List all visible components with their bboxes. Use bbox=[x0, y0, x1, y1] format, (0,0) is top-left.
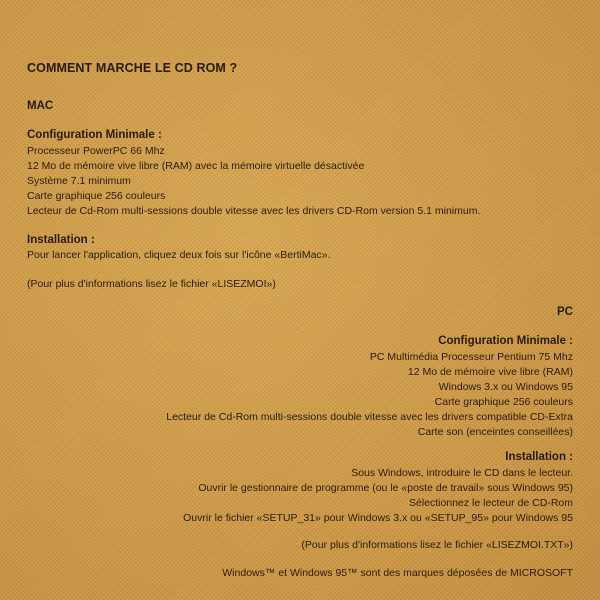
pc-config-line: 12 Mo de mémoire vive libre (RAM) bbox=[407, 366, 573, 378]
pc-config-line: Windows 3.x ou Windows 95 bbox=[438, 381, 573, 393]
pc-install-title: Installation : bbox=[505, 451, 573, 463]
mac-heading: MAC bbox=[27, 100, 54, 112]
mac-config-title: Configuration Minimale : bbox=[27, 129, 162, 141]
pc-config-line: PC Multimédia Processeur Pentium 75 Mhz bbox=[369, 351, 573, 363]
mac-config-line: Système 7.1 minimum bbox=[27, 175, 131, 187]
pc-install-line: Sélectionnez le lecteur de CD-Rom bbox=[409, 497, 573, 509]
mac-config-line: Processeur PowerPC 66 Mhz bbox=[27, 145, 165, 157]
mac-config-line: 12 Mo de mémoire vive libre (RAM) avec la mémoire virtuelle désactivée bbox=[27, 160, 365, 172]
pc-heading: PC bbox=[557, 306, 573, 318]
pc-config-line: Lecteur de Cd-Rom multi-sessions double vitesse avec les drivers compatible CD-Extra bbox=[166, 411, 573, 423]
pc-config-line: Carte graphique 256 couleurs bbox=[434, 396, 573, 408]
mac-install-line: Pour lancer l'application, cliquez deux fois sur l'icône «BertiMac». bbox=[27, 249, 331, 261]
trademark-notice: Windows™ et Windows 95™ sont des marques déposées de MICROSOFT bbox=[222, 567, 573, 579]
mac-config-line: Lecteur de Cd-Rom multi-sessions double vitesse avec les drivers CD-Rom version 5.1 minimum. bbox=[27, 205, 481, 217]
pc-install-line: Ouvrir le fichier «SETUP_31» pour Windows 3.x ou «SETUP_95» pour Windows 95 bbox=[183, 512, 573, 524]
mac-config-line: Carte graphique 256 couleurs bbox=[27, 190, 166, 202]
pc-install-line: Ouvrir le gestionnaire de programme (ou le «poste de travail» sous Windows 95) bbox=[198, 482, 573, 494]
pc-config-line: Carte son (enceintes conseillées) bbox=[417, 426, 573, 438]
mac-install-note: (Pour plus d'informations lisez le fichier «LISEZMOI») bbox=[27, 278, 276, 290]
page-title: COMMENT MARCHE LE CD ROM ? bbox=[27, 61, 238, 75]
mac-install-title: Installation : bbox=[27, 234, 95, 246]
pc-install-line: Sous Windows, introduire le CD dans le lecteur. bbox=[351, 467, 573, 479]
pc-config-title: Configuration Minimale : bbox=[438, 335, 573, 347]
pc-install-note: (Pour plus d'informations lisez le fichier «LISEZMOI.TXT») bbox=[301, 539, 573, 551]
